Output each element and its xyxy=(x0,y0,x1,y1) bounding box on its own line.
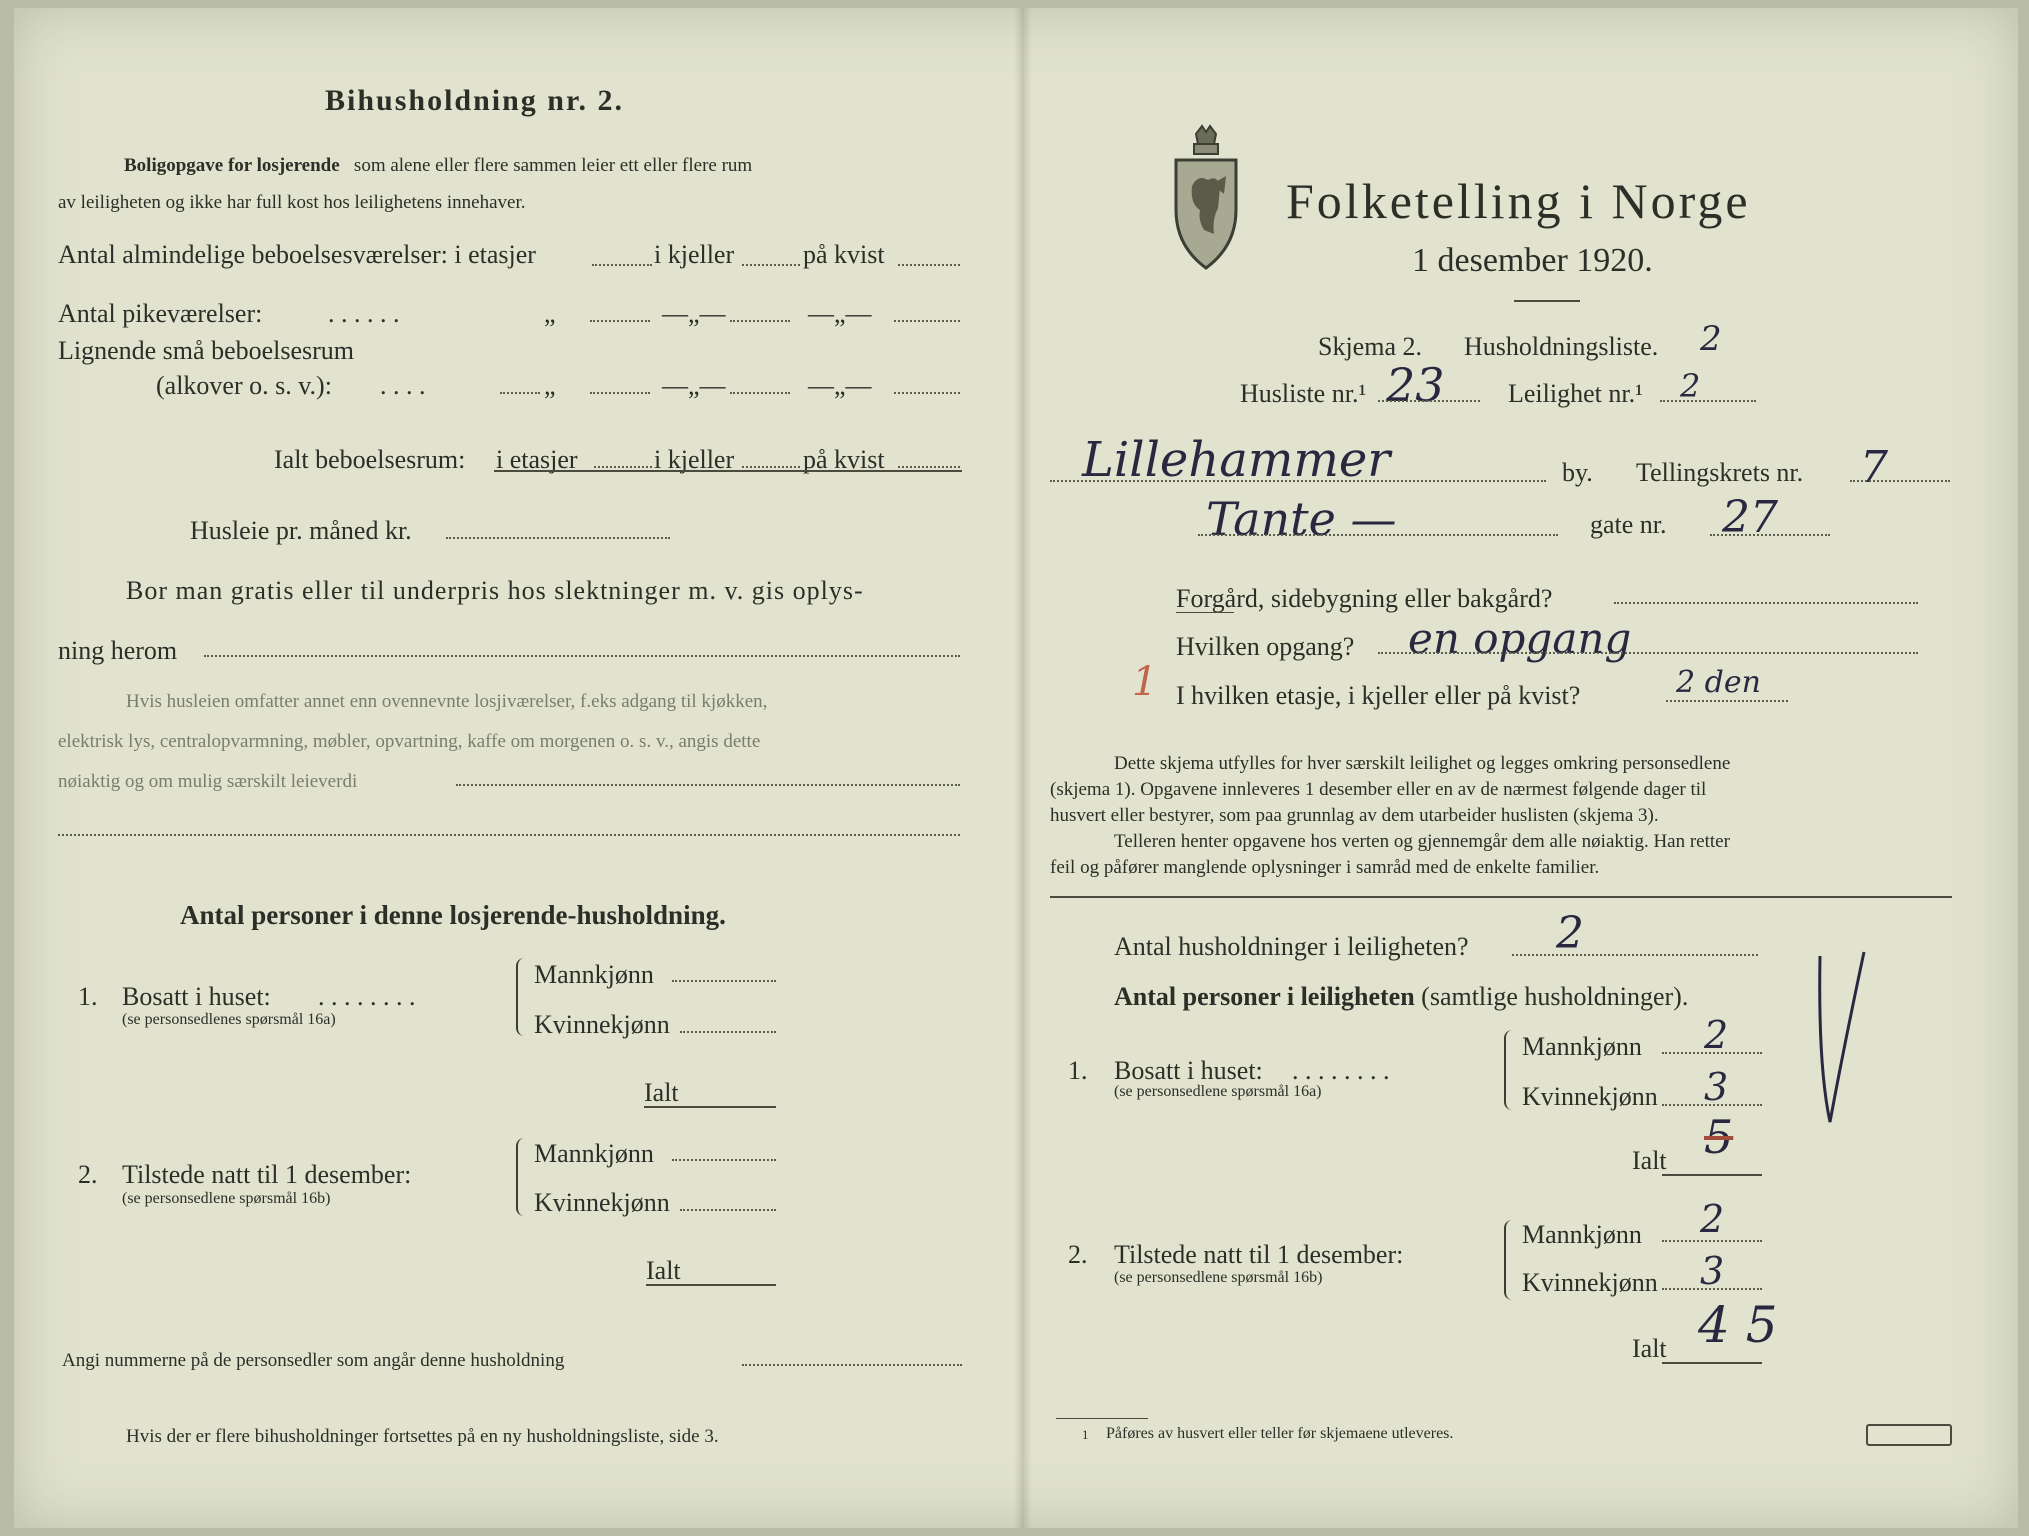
households-question: Antal husholdninger i leiligheten? xyxy=(1114,932,1469,961)
household-list-value: 2 xyxy=(1700,319,1722,359)
left-q1-note: (se personsedlenes spørsmål 16a) xyxy=(122,1011,336,1028)
left-q2-male-field[interactable] xyxy=(672,1159,776,1161)
entrance-value: en opgang xyxy=(1408,614,1632,663)
left-q2-male-label: Mannkjønn xyxy=(534,1139,654,1168)
instructions-rule xyxy=(1050,896,1952,898)
right-q2-brace xyxy=(1504,1220,1516,1300)
right-q2-female-field[interactable] xyxy=(1662,1288,1762,1290)
house-list-value: 23 xyxy=(1386,358,1445,412)
small-rooms-field-2[interactable] xyxy=(730,392,790,394)
numbers-line-label: Angi nummerne på de personsedler som angår denne husholdning xyxy=(62,1350,565,1371)
total-rooms-kvist-label: på kvist xyxy=(803,445,885,474)
includes-line-2: elektrisk lys, centralopvarmning, møbler, opvartning, kaffe om morgenen o. s. v., angis dette xyxy=(58,731,761,752)
street-value: Tante — xyxy=(1206,492,1397,546)
apartment-label: Leilighet nr.¹ xyxy=(1508,379,1643,408)
printer-stamp xyxy=(1866,1424,1952,1446)
entrance-question: Hvilken opgang? xyxy=(1176,632,1355,661)
left-q1-female-label: Kvinnekjønn xyxy=(534,1010,670,1039)
households-field[interactable] xyxy=(1512,954,1758,956)
right-q2-total-value: 4 5 xyxy=(1698,1296,1778,1354)
maid-rooms-label: Antal pikeværelser: xyxy=(58,299,263,328)
right-q1-male-label: Mannkjønn xyxy=(1522,1032,1642,1061)
right-q1-total-label: Ialt xyxy=(1632,1146,1667,1175)
relatives-line-2: ning herom xyxy=(58,636,178,665)
left-q1-female-field[interactable] xyxy=(680,1031,776,1033)
maid-rooms-field-1[interactable] xyxy=(590,320,650,322)
intro-line-1: Boligopgave for losjerende som alene eller flere sammen leier ett eller flere rum xyxy=(124,155,753,176)
small-rooms-field-0[interactable] xyxy=(500,392,540,394)
instructions-line-2: (skjema 1). Opgavene innleveres 1 desember eller en av de nærmest følgende dager til xyxy=(1050,779,1707,800)
intro-line-2: av leiligheten og ikke har full kost hos leilighetens innehaver. xyxy=(58,192,526,213)
left-q2-total-field[interactable] xyxy=(646,1284,776,1286)
margin-mark: 1 xyxy=(1132,659,1158,705)
census-date: 1 desember 1920. xyxy=(1412,242,1653,279)
footnote-text: Påføres av husvert eller teller før skjemaene utleveres. xyxy=(1106,1425,1454,1442)
right-title: Folketelling i Norge xyxy=(1286,173,1751,229)
maid-rooms-ditto: „ xyxy=(544,299,556,328)
footnote-rule xyxy=(1056,1418,1148,1419)
left-q1-brace xyxy=(516,958,528,1036)
left-q2-note: (se personsedlene spørsmål 16b) xyxy=(122,1190,331,1207)
rooms-etasjer-field[interactable] xyxy=(592,264,652,266)
left-q1-male-field[interactable] xyxy=(672,980,776,982)
left-q2-label: Tilstede natt til 1 desember: xyxy=(122,1160,412,1189)
street-number-field[interactable] xyxy=(1710,534,1830,536)
district-field[interactable] xyxy=(1850,480,1950,482)
date-rule xyxy=(1514,300,1580,302)
maid-rooms-leader: . . . . . . xyxy=(328,299,400,328)
left-title: Bihusholdning nr. 2. xyxy=(325,84,625,117)
instructions-line-3: husvert eller bestyrer, som paa grunnlag av dem utarbeider huslisten (skjema 3). xyxy=(1050,805,1659,826)
right-q2-number: 2. xyxy=(1068,1240,1088,1269)
instructions-line-1: Dette skjema utfylles for hver særskilt leilighet og legges omkring personsedlene xyxy=(1114,753,1731,774)
floor-field[interactable] xyxy=(1666,700,1788,702)
maid-rooms-ditto-3: —„— xyxy=(808,299,872,328)
total-rooms-etasjer-label: i etasjer xyxy=(496,445,578,474)
total-rooms-kjeller-label: i kjeller xyxy=(654,445,735,474)
floor-question: I hvilken etasje, i kjeller eller på kvist? xyxy=(1176,681,1581,710)
building-field[interactable] xyxy=(1614,602,1918,604)
rooms-kjeller-label: i kjeller xyxy=(654,240,735,269)
includes-field-2[interactable] xyxy=(58,834,960,836)
house-list-label: Husliste nr.¹ xyxy=(1240,379,1367,408)
left-q1-number: 1. xyxy=(78,982,98,1011)
coat-of-arms xyxy=(1168,124,1244,272)
apartment-value: 2 xyxy=(1680,367,1701,405)
right-q2-male-field[interactable] xyxy=(1662,1240,1762,1242)
households-value: 2 xyxy=(1556,908,1584,959)
right-q1-label: Bosatt i huset: xyxy=(1114,1056,1263,1085)
small-rooms-label-2: (alkover o. s. v.): xyxy=(156,371,332,400)
instructions-line-4: Telleren henter opgavene hos verten og gjennemgår dem alle nøiaktig. Han retter xyxy=(1114,831,1730,852)
right-q2-note: (se personsedlene spørsmål 16b) xyxy=(1114,1269,1323,1286)
right-q1-total-field[interactable] xyxy=(1662,1174,1762,1176)
rent-field[interactable] xyxy=(446,537,670,539)
instructions-line-5: feil og påfører manglende oplysninger i samråd med de enkelte familier. xyxy=(1050,857,1600,878)
street-number-value: 27 xyxy=(1722,492,1778,543)
right-q2-label: Tilstede natt til 1 desember: xyxy=(1114,1240,1404,1269)
right-q2-male-value: 2 xyxy=(1700,1197,1725,1241)
left-q1-male-label: Mannkjønn xyxy=(534,960,654,989)
total-rooms-underline xyxy=(494,470,962,472)
town-value: Lillehammer xyxy=(1082,432,1391,488)
left-q2-total-label: Ialt xyxy=(646,1256,681,1285)
right-q2-female-value: 3 xyxy=(1700,1249,1725,1293)
maid-rooms-field-3[interactable] xyxy=(894,320,960,322)
small-rooms-ditto-3: —„— xyxy=(808,371,872,400)
left-q1-total-field[interactable] xyxy=(644,1106,776,1108)
right-q1-number: 1. xyxy=(1068,1056,1088,1085)
maid-rooms-ditto-2: —„— xyxy=(662,299,726,328)
street-label: gate nr. xyxy=(1590,510,1667,539)
right-persons-heading: Antal personer i leiligheten (samtlige husholdninger). xyxy=(1114,982,1689,1011)
includes-field-1[interactable] xyxy=(456,784,960,786)
right-q1-female-value: 3 xyxy=(1704,1065,1729,1109)
rooms-label: Antal almindelige beboelsesværelser: i etasjer xyxy=(58,240,536,269)
left-q1-total-label: Ialt xyxy=(644,1078,679,1107)
form-label: Skjema 2. xyxy=(1318,332,1422,361)
right-q1-male-field[interactable] xyxy=(1662,1052,1762,1054)
small-rooms-ditto-2: —„— xyxy=(662,371,726,400)
street-field[interactable] xyxy=(1198,534,1558,536)
apartment-field[interactable] xyxy=(1660,400,1756,402)
right-q1-total-value: 5 xyxy=(1704,1110,1734,1164)
small-rooms-leader: . . . . xyxy=(380,371,426,400)
check-mark xyxy=(1812,946,1872,1126)
total-rooms-kvist-field[interactable] xyxy=(898,466,960,468)
rooms-kvist-label: på kvist xyxy=(803,240,885,269)
right-q2-total-field[interactable] xyxy=(1662,1362,1762,1364)
left-q2-female-field[interactable] xyxy=(680,1209,776,1211)
small-rooms-ditto: „ xyxy=(544,371,556,400)
small-rooms-field-3[interactable] xyxy=(894,392,960,394)
right-q1-brace xyxy=(1504,1030,1516,1110)
includes-line-3: nøiaktig og om mulig særskilt leieverdi xyxy=(58,771,358,792)
relatives-field[interactable] xyxy=(204,655,960,657)
left-q1-label: Bosatt i huset: xyxy=(122,982,271,1011)
right-q1-note: (se personsedlene spørsmål 16a) xyxy=(1114,1083,1322,1100)
left-footer: Hvis der er flere bihusholdninger fortsettes på en ny husholdningsliste, side 3. xyxy=(126,1426,719,1447)
right-q1-leader: . . . . . . . . xyxy=(1292,1056,1390,1085)
left-q2-number: 2. xyxy=(78,1160,98,1189)
left-persons-heading: Antal personer i denne losjerende-husholdning. xyxy=(180,900,726,930)
building-question: Forgård, sidebygning eller bakgård? xyxy=(1176,584,1553,613)
town-suffix: by. xyxy=(1562,458,1593,487)
small-rooms-field-1[interactable] xyxy=(590,392,650,394)
left-q2-brace xyxy=(516,1138,528,1216)
entrance-field[interactable] xyxy=(1378,652,1918,654)
right-q2-female-label: Kvinnekjønn xyxy=(1522,1268,1658,1297)
house-list-field[interactable] xyxy=(1378,400,1480,402)
right-q1-female-label: Kvinnekjønn xyxy=(1522,1082,1658,1111)
footnote-mark: 1 xyxy=(1082,1427,1089,1442)
rent-label: Husleie pr. måned kr. xyxy=(190,516,412,545)
floor-value: 2 den xyxy=(1676,665,1761,700)
maid-rooms-field-2[interactable] xyxy=(730,320,790,322)
total-rooms-kjeller-field[interactable] xyxy=(742,466,800,468)
right-q1-female-field[interactable] xyxy=(1662,1104,1762,1106)
total-rooms-etasjer-field[interactable] xyxy=(594,466,652,468)
district-label: Tellingskrets nr. xyxy=(1636,458,1804,487)
district-value: 7 xyxy=(1860,442,1888,493)
total-rooms-label: Ialt beboelsesrum: xyxy=(274,445,466,474)
rooms-kvist-field[interactable] xyxy=(898,264,960,266)
rooms-kjeller-field[interactable] xyxy=(742,264,800,266)
right-q2-male-label: Mannkjønn xyxy=(1522,1220,1642,1249)
small-rooms-label-1: Lignende små beboelsesrum xyxy=(58,336,355,365)
numbers-line-field[interactable] xyxy=(742,1364,962,1366)
left-q1-leader: . . . . . . . . xyxy=(318,982,416,1011)
town-field[interactable] xyxy=(1050,480,1546,482)
right-q1-male-value: 2 xyxy=(1704,1013,1729,1057)
right-q2-total-label: Ialt xyxy=(1632,1334,1667,1363)
forgard-underline xyxy=(1176,612,1234,613)
includes-line-1: Hvis husleien omfatter annet enn ovennevnte losjiværelser, f.eks adgang til kjøkken, xyxy=(126,691,768,712)
relatives-line-1: Bor man gratis eller til underpris hos slektninger m. v. gis oplys- xyxy=(126,576,864,605)
page-fold xyxy=(1014,8,1032,1528)
left-q2-female-label: Kvinnekjønn xyxy=(534,1188,670,1217)
household-list-label: Husholdningsliste. xyxy=(1464,332,1659,361)
